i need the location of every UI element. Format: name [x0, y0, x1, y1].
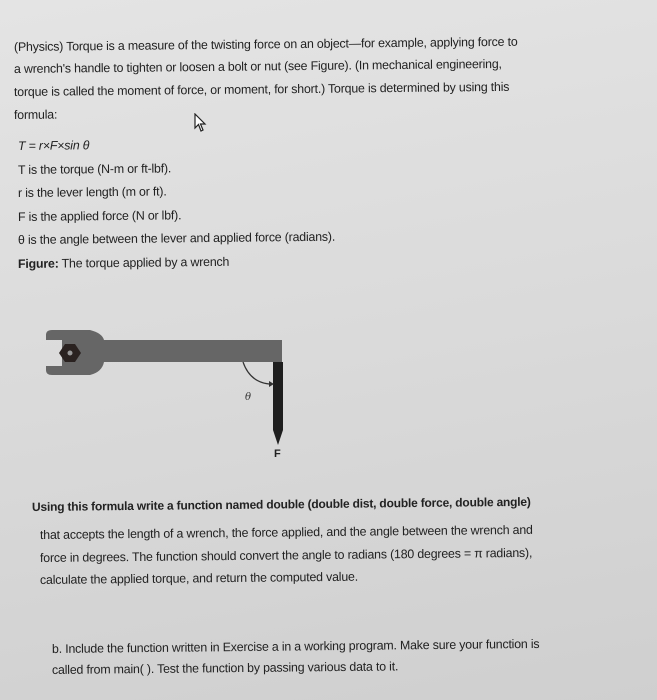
- text-line: called from main( ). Test the function by passing various data to it.: [51, 659, 399, 677]
- theta-label: θ: [245, 392, 252, 403]
- text-line: Using this formula write a function named double (double dist, double force, double angle): [31, 494, 531, 514]
- text-line: calculate the applied torque, and return the computed value.: [39, 569, 359, 587]
- text-line: torque is called the moment of force, or moment, for short.) Torque is determined by using this: [13, 79, 510, 99]
- figure-caption: [18, 255, 229, 271]
- definition-item: θ is the angle between the lever and applied force (radians).: [17, 229, 336, 247]
- mouse-cursor-icon: [194, 113, 208, 133]
- wrench-shape: [46, 330, 282, 375]
- wrench-figure: [40, 330, 300, 460]
- formula: T = r×F×sin θ: [17, 138, 90, 153]
- definition-item: F is the applied force (N or lbf).: [17, 208, 182, 224]
- text-line: force in degrees. The function should convert the angle to radians (180 degrees = π radians),: [39, 545, 533, 565]
- definition-item: r is the lever length (m or ft).: [17, 184, 167, 200]
- text-line: (Physics) Torque is a measure of the twisting force on an object—for example, applying force to: [13, 34, 518, 54]
- force-arrow: [273, 362, 283, 445]
- force-label: F: [274, 448, 281, 460]
- definition-item: T is the torque (N-m or ft-lbf).: [17, 161, 172, 177]
- angle-arc: [243, 362, 269, 384]
- text-line: b. Include the function written in Exercise a in a working program. Make sure your function is: [51, 636, 540, 656]
- text-line: a wrench's handle to tighten or loosen a bolt or nut (see Figure). (In mechanical engineering,: [13, 56, 502, 76]
- text-line: formula:: [13, 107, 58, 122]
- bolt-hole: [68, 351, 73, 356]
- figure-caption-text: The torque applied by a wrench: [61, 254, 230, 271]
- figure-label: Figure:: [17, 256, 59, 271]
- text-line: that accepts the length of a wrench, the force applied, and the angle between the wrench and: [39, 522, 533, 542]
